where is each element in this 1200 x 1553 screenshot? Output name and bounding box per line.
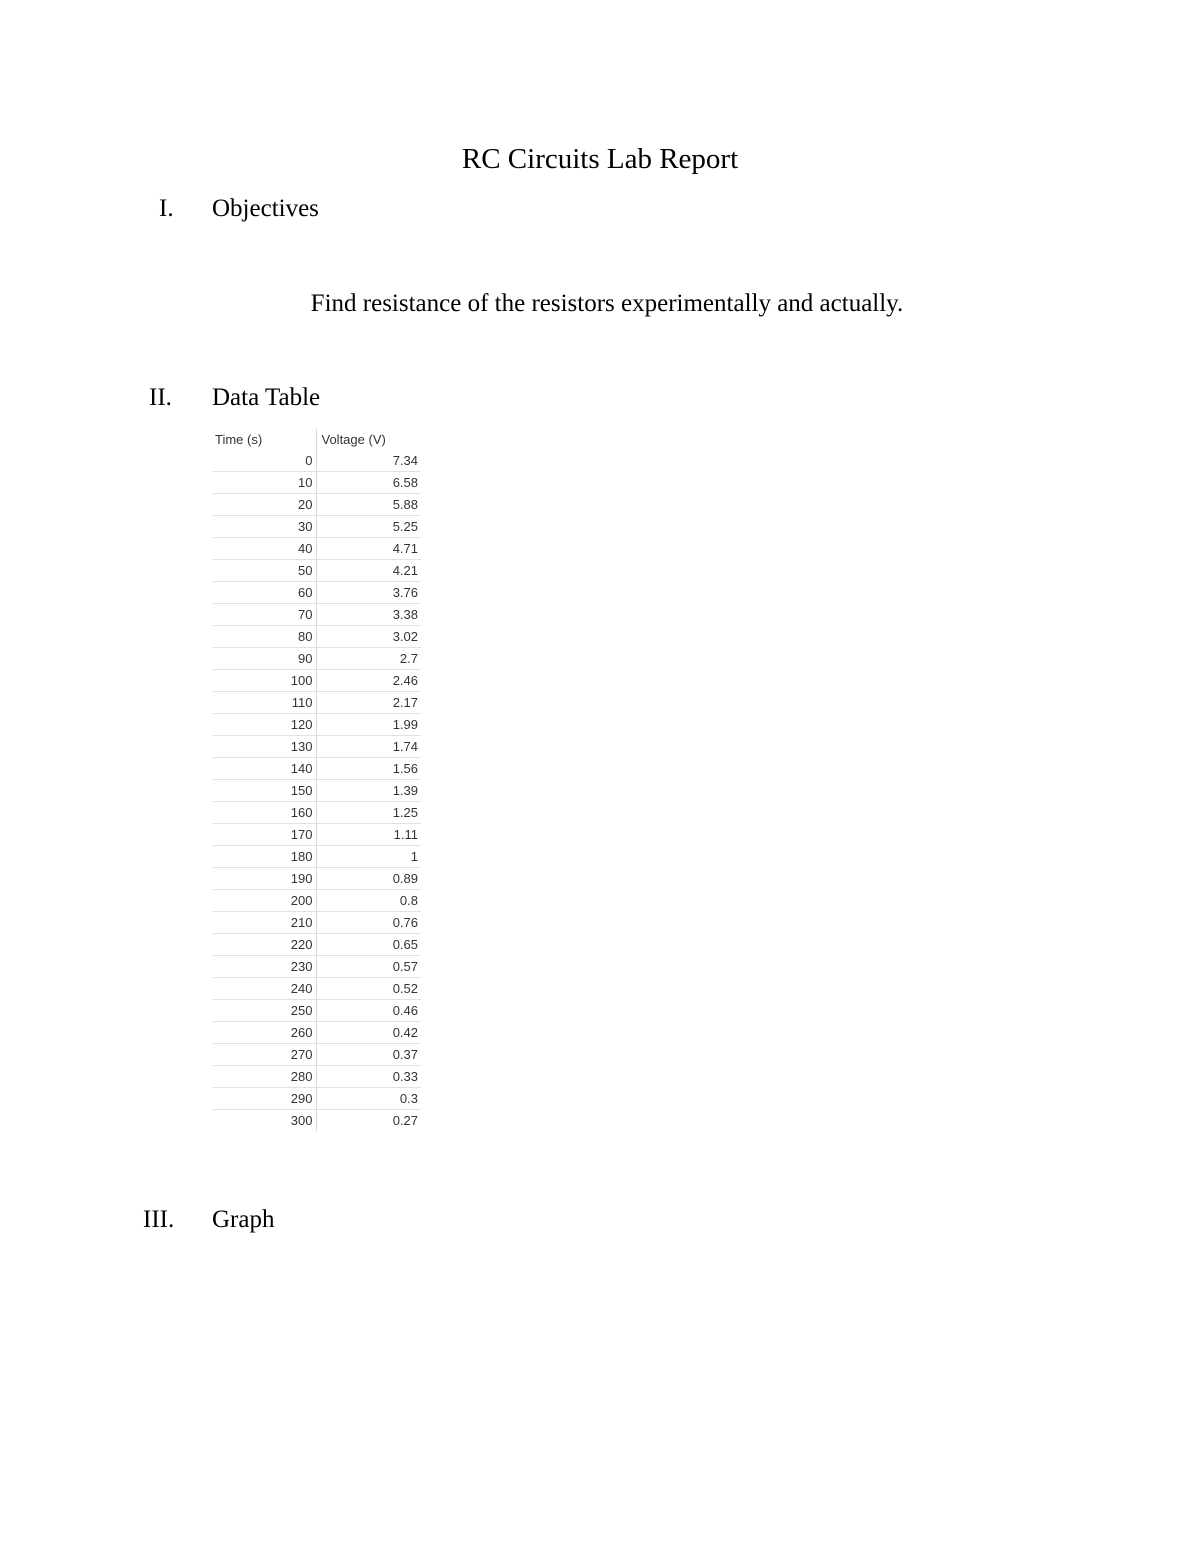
voltage-cell: 0.37 [316, 1044, 421, 1066]
voltage-cell: 0.65 [316, 934, 421, 956]
voltage-cell: 0.89 [316, 868, 421, 890]
voltage-cell: 0.8 [316, 890, 421, 912]
table-row [213, 978, 421, 1000]
table-row [213, 626, 421, 648]
time-cell: 40 [213, 538, 316, 560]
table-row [213, 538, 421, 560]
data-table [213, 429, 421, 1131]
time-cell: 170 [213, 824, 316, 846]
section-objectives-heading [0, 192, 700, 226]
section-graph-heading [0, 1203, 700, 1237]
time-cell: 50 [213, 560, 316, 582]
voltage-cell: 3.38 [316, 604, 421, 626]
table-row [213, 604, 421, 626]
table-row [213, 450, 421, 472]
time-cell: 150 [213, 780, 316, 802]
voltage-cell: 3.76 [316, 582, 421, 604]
table-row [213, 1022, 421, 1044]
table-row [213, 824, 421, 846]
table-row [213, 736, 421, 758]
document-title: RC Circuits Lab Report [461, 143, 739, 175]
table-row [213, 648, 421, 670]
section-label: Graph [212, 1206, 275, 1233]
time-cell: 300 [213, 1110, 316, 1132]
time-cell: 90 [213, 648, 316, 670]
voltage-cell: 1 [316, 846, 421, 868]
table-row [213, 1044, 421, 1066]
time-cell: 260 [213, 1022, 316, 1044]
time-cell: 230 [213, 956, 316, 978]
voltage-cell: 0.46 [316, 1000, 421, 1022]
time-cell: 190 [213, 868, 316, 890]
time-cell: 140 [213, 758, 316, 780]
voltage-cell: 3.02 [316, 626, 421, 648]
data-table-grid [213, 429, 421, 1131]
voltage-cell: 1.25 [316, 802, 421, 824]
objective-text: Find resistance of the resistors experimentally and actually. [310, 290, 904, 317]
time-cell: 240 [213, 978, 316, 1000]
time-cell: 250 [213, 1000, 316, 1022]
time-cell: 160 [213, 802, 316, 824]
voltage-cell: 0.3 [316, 1088, 421, 1110]
table-row [213, 912, 421, 934]
time-cell: 280 [213, 1066, 316, 1088]
time-cell: 290 [213, 1088, 316, 1110]
table-row [213, 890, 421, 912]
table-row [213, 758, 421, 780]
table-row [213, 846, 421, 868]
section-label: Data Table [212, 384, 321, 411]
section-label: Objectives [212, 195, 319, 222]
voltage-cell: 0.33 [316, 1066, 421, 1088]
table-row [213, 1066, 421, 1088]
column-header-time: Time (s) [213, 429, 316, 450]
time-cell: 10 [213, 472, 316, 494]
time-cell: 270 [213, 1044, 316, 1066]
voltage-cell: 1.99 [316, 714, 421, 736]
voltage-cell: 0.27 [392, 1113, 418, 1128]
voltage-cell: 1.74 [316, 736, 421, 758]
table-row [213, 1110, 421, 1132]
voltage-cell: 7.34 [316, 450, 421, 472]
voltage-cell: 1.39 [316, 780, 421, 802]
table-row [213, 956, 421, 978]
table-row [213, 780, 421, 802]
section-numeral: III. [143, 1206, 175, 1233]
table-row [213, 868, 421, 890]
section-data-table-heading [0, 381, 700, 415]
time-cell: 70 [213, 604, 316, 626]
time-cell: 210 [213, 912, 316, 934]
table-row [213, 934, 421, 956]
time-cell: 100 [213, 670, 316, 692]
table-row [213, 472, 421, 494]
time-cell: 180 [213, 846, 316, 868]
table-row [213, 714, 421, 736]
time-cell: 110 [213, 692, 316, 714]
table-row [213, 1088, 421, 1110]
table-row [213, 516, 421, 538]
time-cell: 0 [213, 450, 316, 472]
time-cell: 130 [213, 736, 316, 758]
voltage-cell: 2.17 [316, 692, 421, 714]
voltage-cell: 0.52 [316, 978, 421, 1000]
voltage-cell: 0.57 [316, 956, 421, 978]
voltage-cell: 0.76 [316, 912, 421, 934]
table-row [213, 560, 421, 582]
column-header-voltage: Voltage (V) [321, 432, 386, 447]
voltage-cell: 4.71 [316, 538, 421, 560]
time-cell: 80 [213, 626, 316, 648]
table-row [213, 692, 421, 714]
voltage-cell: 0.42 [316, 1022, 421, 1044]
time-cell: 60 [213, 582, 316, 604]
voltage-cell: 5.88 [316, 494, 421, 516]
table-row [213, 582, 421, 604]
voltage-cell: 1.11 [316, 824, 421, 846]
voltage-cell: 6.58 [316, 472, 421, 494]
time-cell: 20 [213, 494, 316, 516]
table-row [213, 494, 421, 516]
time-cell: 220 [213, 934, 316, 956]
voltage-cell: 1.56 [316, 758, 421, 780]
voltage-cell: 5.25 [316, 516, 421, 538]
time-cell: 200 [213, 890, 316, 912]
time-cell: 120 [213, 714, 316, 736]
table-body [213, 450, 421, 1131]
voltage-cell: 2.7 [316, 648, 421, 670]
table-row [213, 670, 421, 692]
section-numeral: II. [149, 384, 172, 411]
section-numeral: I. [159, 195, 174, 222]
voltage-cell: 2.46 [316, 670, 421, 692]
table-row [213, 802, 421, 824]
table-header-row [213, 429, 421, 450]
time-cell: 30 [213, 516, 316, 538]
table-row [213, 1000, 421, 1022]
voltage-cell: 4.21 [316, 560, 421, 582]
